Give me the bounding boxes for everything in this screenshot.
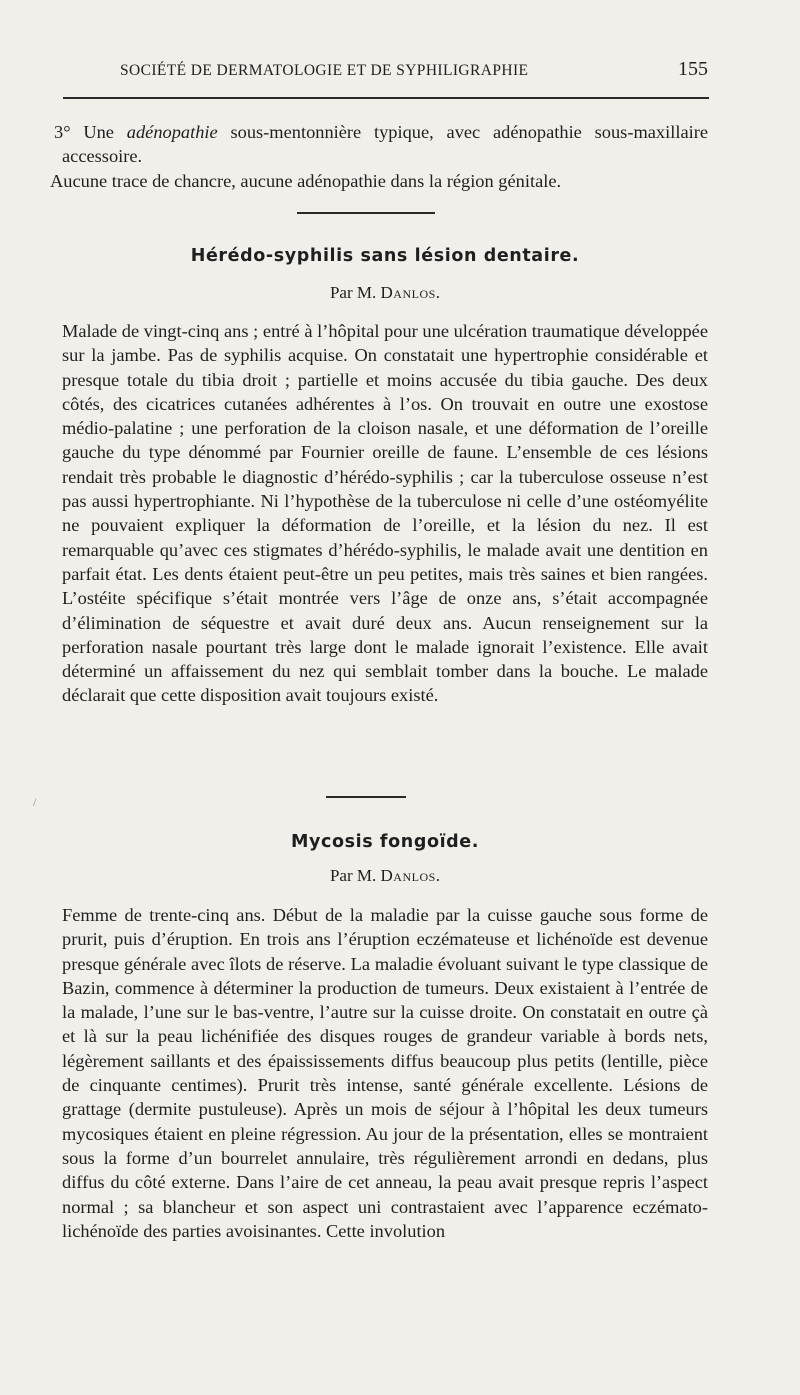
section2-byline-suffix: . — [435, 866, 441, 885]
section1-title: Hérédo-syphilis sans lésion dentaire. — [190, 246, 580, 266]
margin-mark: / — [33, 795, 37, 809]
section2-author: Danlos — [380, 866, 436, 885]
section2-body — [62, 903, 708, 1243]
intro-line1-rest: sous-mentonnière typique, avec adénopathie sous-maxillaire accessoire. — [62, 122, 709, 167]
section1-byline — [62, 283, 708, 303]
section1-author: Danlos — [380, 283, 436, 302]
section1-paragraph: Malade de vingt-cinq ans ; entré à l’hôpital pour une ulcération traumatique développée sur la jambe. Pas de syphilis acquise. On constatait une hypertrophie considérable et presque totale du tibia droit ; partielle et moins accusée du tibia gauche. Des deux côtés, des cicatrices cutanées adhérentes à l’os. On trouvait en outre une exostose médio-palatine ; une perforation de la cloison nasale, et une déformation de l’oreille gauche du type dénommé par Fournier oreille de faune. L’ensemble de ces lésions rendait très probable le diagnostic d’hérédo-syphilis ; car la tuberculose osseuse n’est pas aussi hypertrophiante. Ni l’hypothèse de la tuberculose ni celle d’une ostéomyélite ne pouvaient expliquer la déformation de l’oreille, et la lésion du nez. Il est remarquable qu’avec ces stigmates d’hérédo-syphilis, le malade avait une dentition en parfait état. Les dents étaient peut-être un peu petites, mais très saines et bien rangées. L’ostéite spécifique s’était montrée vers l’âge de onze ans, s’était accompagnée d’élimination de séquestre et avait duré deux ans. Aucun renseignement sur la perforation nasale pourtant très large dont le malade ignorait l’existence. Elle avait déterminé un affaissement du nez qui semblait tomber dans la bouche. Le malade déclarait que cette disposition avait toujours existé. — [62, 321, 708, 706]
running-head — [0, 58, 800, 88]
section2-paragraph: Femme de trente-cinq ans. Début de la maladie par la cuisse gauche sous forme de prurit, puis d’éruption. En trois ans l’éruption eczémateuse et lichénoïde est devenue presque générale avec îlots de réserve. La maladie évoluant suivant le type classique de Bazin, commence à déterminer la production de tumeurs. Deux existaient à l’entrée de la malade, l’une sur le bas-ventre, l’autre sur la cuisse droite. On constatait en outre çà et là sur la peau lichénifiée des disques rouges de grandeur variable à bords nets, légèrement saillants et des épaississements diffus beaucoup plus petits (lentille, pièce de cinquante centimes). Prurit très intense, santé générale excellente. Lésions de grattage (dermite pustuleuse). Après un mois de séjour à l’hôpital les deux tumeurs mycosiques étaient en pleine régression. Au jour de la présentation, elles se montraient sous la forme d’un bourrelet annulaire, très régulièrement arrondi en dedans, plus diffus du côté externe. Dans l’aire de cet anneau, la peau avait presque repris l’aspect normal ; sa blancheur et son aspect uni contrastaient avec l’apparence eczémato-lichénoïde des parties avoisinantes. Cette involution — [62, 905, 708, 1241]
running-title: SOCIÉTÉ DE DERMATOLOGIE ET DE SYPHILIGRAPHIE — [120, 62, 529, 79]
header-rule — [63, 97, 709, 99]
page-number: 155 — [678, 58, 708, 80]
section2-byline-prefix: Par M. — [329, 866, 381, 885]
intro-paragraph — [50, 120, 709, 193]
section1-byline-prefix: Par M. — [329, 283, 381, 302]
intro-line2: Aucune trace de chancre, aucune adénopathie dans la région génitale. — [50, 170, 562, 191]
section2-byline — [62, 866, 708, 886]
section2-title: Mycosis fongoïde. — [290, 832, 480, 852]
section-divider-2 — [326, 796, 406, 798]
section1-body — [62, 319, 708, 708]
intro-line1-italic: adénopathie — [126, 122, 218, 142]
section-divider-1 — [297, 212, 435, 214]
intro-line1-prefix: 3° Une — [54, 122, 127, 142]
section1-byline-suffix: . — [435, 283, 441, 302]
